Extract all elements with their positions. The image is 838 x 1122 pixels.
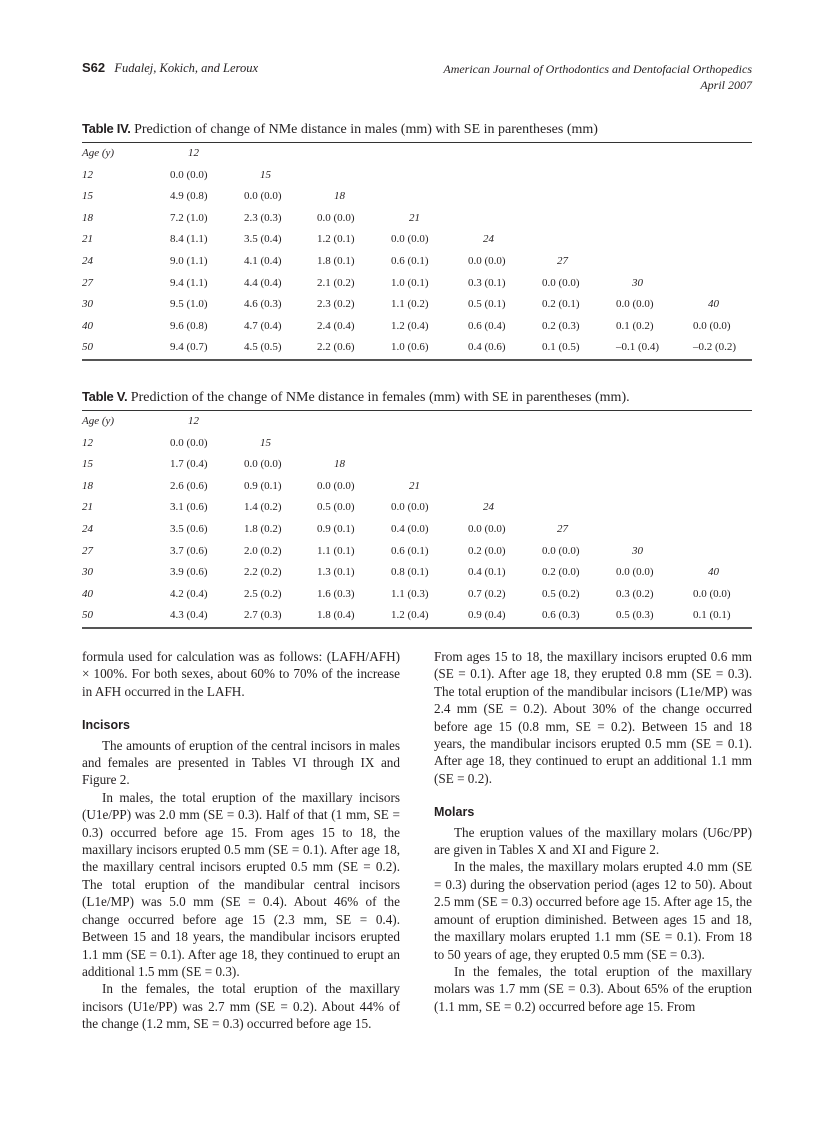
row-age-label: 21 (82, 233, 93, 246)
row-age-label: 18 (82, 211, 93, 224)
table-row (82, 497, 752, 519)
table-v-caption (82, 389, 630, 406)
table-cell: 0.1 (0.2) (616, 319, 654, 332)
table-cell: 0.9 (0.4) (468, 609, 506, 622)
table-row (82, 229, 752, 251)
column-header: 24 (483, 233, 494, 246)
table-row (82, 208, 752, 230)
table-cell: 3.5 (0.4) (244, 233, 282, 246)
paragraph: In the males, the maxillary molars erupted 4.0 mm (SE = 0.3) during the observation period (ages 12 to 50). About 2.5 mm (SE = 0.3) occurred before age 15. After age 15, the amount of eruption diminished. Between ages 15 and 18, the maxillary molars erupted 1.1 mm (SE = 0.1). From 18 to 50 years of age, they erupted 0.5 mm (SE = 0.3). (434, 859, 752, 962)
table-cell: 1.8 (0.4) (317, 609, 355, 622)
column-header: 30 (632, 276, 643, 289)
table-header-row (82, 143, 752, 165)
row-age-label: 24 (82, 254, 93, 267)
table-row (82, 316, 752, 338)
table-cell: 0.2 (0.0) (542, 566, 580, 579)
table-cell: –0.1 (0.4) (616, 341, 660, 354)
row-age-label: 15 (82, 458, 93, 471)
table-cell: 4.6 (0.3) (244, 298, 282, 311)
column-header: 24 (483, 501, 494, 514)
table-cell: 0.0 (0.0) (468, 254, 506, 267)
table-cell: 0.6 (0.3) (542, 609, 580, 622)
table-cell: 8.4 (1.1) (170, 233, 208, 246)
table-cell: 4.5 (0.5) (244, 341, 282, 354)
table-row (82, 294, 752, 316)
table-cell: 0.0 (0.0) (616, 298, 654, 311)
table-cell: 9.4 (1.1) (170, 276, 208, 289)
table-cell: 1.2 (0.4) (391, 319, 429, 332)
table-cell: 0.6 (0.1) (391, 544, 429, 557)
table-cell: 0.0 (0.0) (317, 211, 355, 224)
table-cell: 9.0 (1.1) (170, 254, 208, 267)
table-cell: 0.9 (0.1) (244, 479, 282, 492)
section-heading-molars: Molars (434, 805, 475, 820)
table-cell: 0.1 (0.5) (542, 341, 580, 354)
column-header: 21 (409, 211, 420, 224)
table-cell: 0.9 (0.1) (317, 522, 355, 535)
table-cell: 0.1 (0.1) (693, 609, 731, 622)
table-cell: 0.6 (0.4) (468, 319, 506, 332)
table-cell: 4.9 (0.8) (170, 190, 208, 203)
table-cell: 1.2 (0.4) (391, 609, 429, 622)
column-header: 40 (708, 298, 719, 311)
table-row (82, 541, 752, 563)
row-age-label: 40 (82, 587, 93, 600)
row-age-label: 40 (82, 319, 93, 332)
table-title: Prediction of the change of NMe distance in females (mm) with SE in parentheses (mm). (127, 390, 630, 405)
table-row (82, 251, 752, 273)
table-cell: 1.1 (0.2) (391, 298, 429, 311)
issue-date: April 2007 (700, 78, 752, 92)
table-row (82, 476, 752, 498)
paragraph: In the females, the total eruption of the maxillary incisors (U1e/PP) was 2.7 mm (SE = 0.2). About 44% of the change (1.2 mm, SE = 0.3) occurred before age 15. (82, 981, 400, 1032)
column-header: 27 (557, 254, 568, 267)
table-cell: 0.4 (0.0) (391, 522, 429, 535)
table-cell: 0.0 (0.0) (170, 436, 208, 449)
column-header: 18 (334, 458, 345, 471)
table-cell: 4.3 (0.4) (170, 609, 208, 622)
table-cell: 4.2 (0.4) (170, 587, 208, 600)
row-age-label: 50 (82, 341, 93, 354)
row-age-label: 21 (82, 501, 93, 514)
table-cell: 1.0 (0.1) (391, 276, 429, 289)
paragraph: From ages 15 to 18, the maxillary incisors erupted 0.6 mm (SE = 0.1). After age 18, they erupted 0.8 mm (SE = 0.3). The total eruption of the mandibular incisors (L1e/MP) was 2.4 mm (SE = 0.2). About 30% of the change occurred before age 15 (0.8 mm, SE = 0.2). Between 15 and 18 years, the mandibular incisors erupted 0.5 mm (SE = 0.1). After age 18, they continued to erupt an additional 1.1 mm (SE = 0.2). (434, 649, 752, 786)
table-cell: 0.3 (0.1) (468, 276, 506, 289)
table-cell: 0.0 (0.0) (170, 168, 208, 181)
column-header: 30 (632, 544, 643, 557)
table-row (82, 454, 752, 476)
row-age-label: 18 (82, 479, 93, 492)
table-cell: 1.4 (0.2) (244, 501, 282, 514)
table-cell: 0.0 (0.0) (616, 566, 654, 579)
table-cell: 2.3 (0.3) (244, 211, 282, 224)
table-cell: 2.2 (0.2) (244, 566, 282, 579)
page-number: S62 (82, 60, 106, 75)
paragraph: In males, the total eruption of the maxillary incisors (U1e/PP) was 2.0 mm (SE = 0.3). Half of that (1 mm, SE = 0.3) occurred before age 15. From ages 15 to 18, the maxillary incisors erupted 0.5 mm (SE = 0.1). After age 18, the maxillary central incisors erupted 0.5 mm (SE = 0.2). The total eruption of the mandibular central incisors (L1e/MP) was 5.0 mm (SE = 0.4). About 46% of the change occurred before age 15 (2.3 mm, SE = 0.4). Between 15 and 18 years, the mandibular incisors erupted 1.1 mm (SE = 0.1). After age 18, they continued to erupt an additional 1.5 mm (SE = 0.3). (82, 789, 400, 979)
row-age-label: 12 (82, 436, 93, 449)
table-cell: 4.1 (0.4) (244, 254, 282, 267)
table-row (82, 273, 752, 295)
table-cell: 0.3 (0.2) (616, 587, 654, 600)
column-header: 15 (260, 436, 271, 449)
table-row (82, 562, 752, 584)
running-header-right (443, 61, 752, 93)
table-cell: 0.0 (0.0) (391, 501, 429, 514)
table-cell: 0.4 (0.6) (468, 341, 506, 354)
table-cell: 1.3 (0.1) (317, 566, 355, 579)
column-header: 40 (708, 566, 719, 579)
table-cell: 7.2 (1.0) (170, 211, 208, 224)
table-cell: 3.7 (0.6) (170, 544, 208, 557)
table-cell: 0.2 (0.3) (542, 319, 580, 332)
table-label: Table V. (82, 389, 128, 404)
row-age-label: 27 (82, 544, 93, 557)
column-header: 18 (334, 190, 345, 203)
running-header-left (82, 60, 258, 76)
table-cell: 2.0 (0.2) (244, 544, 282, 557)
table-row (82, 584, 752, 606)
table-label: Table IV. (82, 121, 131, 136)
authors: Fudalej, Kokich, and Leroux (114, 61, 259, 75)
table-cell: 9.6 (0.8) (170, 319, 208, 332)
table-title: Prediction of change of NMe distance in males (mm) with SE in parentheses (mm) (130, 122, 598, 137)
row-age-label: 12 (82, 168, 93, 181)
table-cell: 2.2 (0.6) (317, 341, 355, 354)
table-cell: 0.0 (0.0) (391, 233, 429, 246)
column-header: 12 (188, 147, 199, 159)
table-cell: 1.2 (0.1) (317, 233, 355, 246)
table-cell: 0.8 (0.1) (391, 566, 429, 579)
table-cell: 0.0 (0.0) (317, 479, 355, 492)
table-cell: 0.0 (0.0) (542, 544, 580, 557)
paragraph: In the females, the total eruption of the maxillary molars was 1.7 mm (SE = 0.3). About 65% of the eruption (1.1 mm, SE = 0.2) occurred before age 15. From (434, 963, 752, 1014)
table-cell: 1.7 (0.4) (170, 458, 208, 471)
table-cell: –0.2 (0.2) (693, 341, 737, 354)
row-age-label: 27 (82, 276, 93, 289)
table-cell: 0.7 (0.2) (468, 587, 506, 600)
row-age-label: 30 (82, 566, 93, 579)
table-cell: 0.0 (0.0) (468, 522, 506, 535)
table-cell: 1.6 (0.3) (317, 587, 355, 600)
table-cell: 0.0 (0.0) (542, 276, 580, 289)
table-cell: 0.5 (0.3) (616, 609, 654, 622)
table-cell: 4.7 (0.4) (244, 319, 282, 332)
table-v (82, 410, 752, 629)
row-header-label: Age (y) (82, 147, 115, 159)
table-row (82, 519, 752, 541)
table-cell: 0.5 (0.1) (468, 298, 506, 311)
column-header: 15 (260, 168, 271, 181)
table-cell: 9.5 (1.0) (170, 298, 208, 311)
table-iv (82, 142, 752, 361)
table-cell: 0.0 (0.0) (693, 319, 731, 332)
table-cell: 0.0 (0.0) (693, 587, 731, 600)
row-header-label: Age (y) (82, 415, 115, 427)
table-cell: 1.1 (0.3) (391, 587, 429, 600)
table-cell: 2.6 (0.6) (170, 479, 208, 492)
column-header: 21 (409, 479, 420, 492)
table-cell: 3.5 (0.6) (170, 522, 208, 535)
table-cell: 2.4 (0.4) (317, 319, 355, 332)
table-cell: 9.4 (0.7) (170, 341, 208, 354)
table-row (82, 337, 752, 359)
table-cell: 1.8 (0.1) (317, 254, 355, 267)
table-cell: 0.0 (0.0) (244, 190, 282, 203)
table-cell: 3.1 (0.6) (170, 501, 208, 514)
table-row (82, 165, 752, 187)
table-cell: 2.7 (0.3) (244, 609, 282, 622)
table-cell: 0.6 (0.1) (391, 254, 429, 267)
row-age-label: 30 (82, 298, 93, 311)
table-row (82, 186, 752, 208)
left-column (82, 648, 400, 1033)
table-header-row (82, 411, 752, 433)
right-column (434, 648, 752, 1015)
table-cell: 2.3 (0.2) (317, 298, 355, 311)
table-row (82, 605, 752, 627)
paragraph: The eruption values of the maxillary molars (U6c/PP) are given in Tables X and XI and Figure 2. (434, 824, 752, 858)
table-cell: 3.9 (0.6) (170, 566, 208, 579)
table-cell: 0.0 (0.0) (244, 458, 282, 471)
table-cell: 0.2 (0.1) (542, 298, 580, 311)
row-age-label: 24 (82, 522, 93, 535)
table-cell: 2.1 (0.2) (317, 276, 355, 289)
table-cell: 1.8 (0.2) (244, 522, 282, 535)
table-cell: 0.4 (0.1) (468, 566, 506, 579)
table-cell: 0.5 (0.2) (542, 587, 580, 600)
paragraph: formula used for calculation was as follows: (LAFH/AFH) × 100%. For both sexes, about 60% to 70% of the increase in AFH occurred in the LAFH. (82, 649, 400, 699)
row-age-label: 15 (82, 190, 93, 203)
table-row (82, 433, 752, 455)
paragraph: The amounts of eruption of the central incisors in males and females are presented in Tables VI through IX and Figure 2. (82, 737, 400, 788)
table-cell: 2.5 (0.2) (244, 587, 282, 600)
table-iv-caption (82, 121, 598, 138)
table-cell: 4.4 (0.4) (244, 276, 282, 289)
column-header: 12 (188, 415, 199, 427)
row-age-label: 50 (82, 609, 93, 622)
table-cell: 1.0 (0.6) (391, 341, 429, 354)
journal-name: American Journal of Orthodontics and Dentofacial Orthopedics (443, 62, 752, 76)
table-cell: 0.5 (0.0) (317, 501, 355, 514)
table-cell: 1.1 (0.1) (317, 544, 355, 557)
column-header: 27 (557, 522, 568, 535)
section-heading-incisors: Incisors (82, 718, 130, 733)
table-cell: 0.2 (0.0) (468, 544, 506, 557)
